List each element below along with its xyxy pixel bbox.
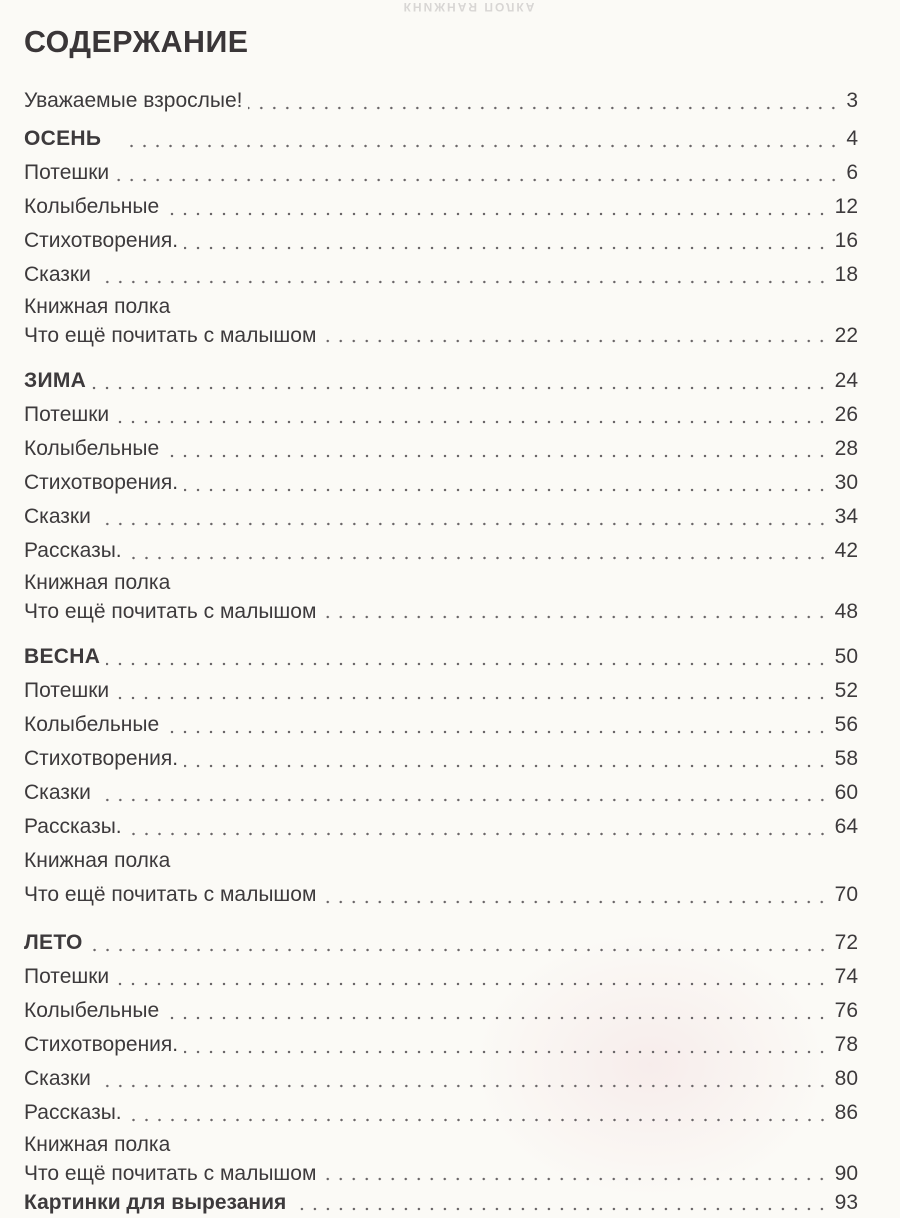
dot-leader: [97, 522, 829, 526]
dot-leader: [248, 106, 840, 110]
bookshelf-heading: Книжная полка: [24, 1133, 171, 1156]
toc-entry-label: Потешки: [24, 161, 110, 184]
dot-leader: [115, 178, 840, 182]
bookshelf-heading: Книжная полка: [24, 295, 171, 318]
dot-leader: [165, 454, 829, 458]
toc-page-number: 4: [846, 127, 858, 150]
toc-page-number: 50: [834, 645, 858, 668]
toc-page-number: 93: [834, 1191, 858, 1214]
toc-entry[interactable]: [24, 534, 858, 568]
section-label: ЛЕТО: [24, 931, 83, 954]
bookshelf-heading: Книжная полка: [24, 849, 171, 872]
toc-entry[interactable]: [24, 258, 858, 292]
toc-entry-label: Что ещё почитать с малышом: [24, 883, 317, 906]
toc-entry-label: Что ещё почитать с малышом: [24, 324, 317, 347]
toc-page-number: 52: [834, 679, 858, 702]
dot-leader: [128, 1118, 829, 1122]
toc-entry[interactable]: [24, 1028, 858, 1062]
toc-entry[interactable]: [24, 810, 858, 844]
toc-page-number: 78: [834, 1033, 858, 1056]
dot-leader: [106, 662, 828, 666]
toc-entry-bookshelf[interactable]: [24, 322, 858, 350]
dot-leader: [97, 798, 829, 802]
toc-page-number: 58: [834, 747, 858, 770]
dot-leader: [184, 764, 829, 768]
toc-page-number: 42: [834, 539, 858, 562]
toc-entry-label: Рассказы.: [24, 539, 122, 562]
dot-leader: [128, 832, 829, 836]
toc-entry-label: Сказки: [24, 263, 91, 286]
toc-entry[interactable]: [24, 398, 858, 432]
dot-leader: [292, 1207, 828, 1211]
dot-leader: [115, 982, 829, 986]
toc-page-number: 18: [834, 263, 858, 286]
toc-page-number: 16: [834, 229, 858, 252]
toc-page-number: 12: [834, 195, 858, 218]
dot-leader: [92, 386, 829, 390]
toc-entry-label: Потешки: [24, 403, 110, 426]
toc-entry[interactable]: [24, 432, 858, 466]
dot-leader: [165, 730, 829, 734]
toc-page-number: 56: [834, 713, 858, 736]
toc-entry[interactable]: [24, 500, 858, 534]
toc-page-number: 74: [834, 965, 858, 988]
toc-entry-label: Колыбельные: [24, 999, 160, 1022]
toc-entry[interactable]: [24, 994, 858, 1028]
toc-entry-label: Сказки: [24, 505, 91, 528]
toc-entry[interactable]: [24, 190, 858, 224]
toc-entry-label: Колыбельные: [24, 437, 160, 460]
toc-entry[interactable]: [24, 156, 858, 190]
bleed-through-text: КНИЖНАЯ ПОЛКА: [403, 0, 537, 14]
toc-page-number: 34: [834, 505, 858, 528]
toc-entry-label: Потешки: [24, 679, 110, 702]
section-label: ЗИМА: [24, 369, 87, 392]
dot-leader: [128, 556, 829, 560]
toc-entry[interactable]: [24, 1096, 858, 1130]
toc-entry-label: Колыбельные: [24, 195, 160, 218]
dot-leader: [89, 948, 829, 952]
toc-entry-label: Потешки: [24, 965, 110, 988]
toc-entry-label: Рассказы.: [24, 815, 122, 838]
toc-entry-label: Картинки для вырезания: [24, 1191, 287, 1214]
bookshelf-heading: Книжная полка: [24, 571, 171, 594]
dot-leader: [115, 420, 829, 424]
section-label: ОСЕНЬ: [24, 127, 102, 150]
toc-page-number: 60: [834, 781, 858, 804]
toc-entry[interactable]: [24, 674, 858, 708]
toc-entry[interactable]: [24, 708, 858, 742]
toc-page-number: 48: [834, 600, 858, 623]
toc-page-number: 30: [834, 471, 858, 494]
toc-entry-label: Рассказы.: [24, 1101, 122, 1124]
toc-page-number: 72: [834, 931, 858, 954]
toc-section-spring[interactable]: [24, 640, 858, 674]
dot-leader: [322, 1177, 828, 1181]
dot-leader: [184, 1050, 829, 1054]
toc-page-number: 24: [834, 369, 858, 392]
toc-page-number: 3: [846, 89, 858, 112]
toc-page-number: 22: [834, 324, 858, 347]
dot-leader: [184, 246, 829, 250]
toc-entry[interactable]: [24, 466, 858, 500]
toc-entry-label: Стихотворения.: [24, 1033, 179, 1056]
dot-leader: [165, 1016, 829, 1020]
section-label: ВЕСНА: [24, 645, 101, 668]
dot-leader: [322, 900, 828, 904]
toc-entry-appendix[interactable]: [24, 1188, 858, 1218]
toc-page-number: 26: [834, 403, 858, 426]
dot-leader: [322, 615, 828, 619]
toc-entry[interactable]: [24, 960, 858, 994]
toc-entry-label: Сказки: [24, 1067, 91, 1090]
toc-entry[interactable]: [24, 742, 858, 776]
toc-page-number: 6: [846, 161, 858, 184]
toc-entry-label: Уважаемые взрослые!: [24, 89, 243, 112]
toc-page-number: 70: [834, 883, 858, 906]
toc-entry-intro[interactable]: [24, 84, 858, 118]
toc-entry[interactable]: [24, 776, 858, 810]
toc-page-number: 86: [834, 1101, 858, 1124]
toc-entry-label: Стихотворения.: [24, 471, 179, 494]
toc-entry-label: Колыбельные: [24, 713, 160, 736]
toc-entry-label: Стихотворения.: [24, 747, 179, 770]
toc-entry-label: Сказки: [24, 781, 91, 804]
toc-section-winter[interactable]: [24, 364, 858, 398]
dot-leader: [165, 212, 829, 216]
dot-leader: [125, 144, 840, 148]
toc-entry-label: Что ещё почитать с малышом: [24, 1162, 317, 1185]
toc-section-autumn[interactable]: [24, 122, 858, 156]
toc-entry-label: Что ещё почитать с малышом: [24, 600, 317, 623]
toc-page-number: 28: [834, 437, 858, 460]
dot-leader: [97, 1084, 829, 1088]
toc-entry[interactable]: [24, 224, 858, 258]
page-title: СОДЕРЖАНИЕ: [24, 24, 249, 59]
toc-entry-bookshelf[interactable]: [24, 878, 858, 912]
dot-leader: [97, 280, 829, 284]
toc-page-number: 76: [834, 999, 858, 1022]
table-of-contents: [24, 84, 858, 1218]
toc-section-summer[interactable]: [24, 926, 858, 960]
dot-leader: [184, 488, 829, 492]
toc-page-number: 64: [834, 815, 858, 838]
toc-entry[interactable]: [24, 1062, 858, 1096]
toc-entry-label: Стихотворения.: [24, 229, 179, 252]
dot-leader: [322, 339, 828, 343]
toc-page-number: 90: [834, 1162, 858, 1185]
dot-leader: [115, 696, 829, 700]
toc-entry-bookshelf[interactable]: [24, 1160, 858, 1188]
toc-page-number: 80: [834, 1067, 858, 1090]
toc-entry-bookshelf[interactable]: [24, 598, 858, 626]
